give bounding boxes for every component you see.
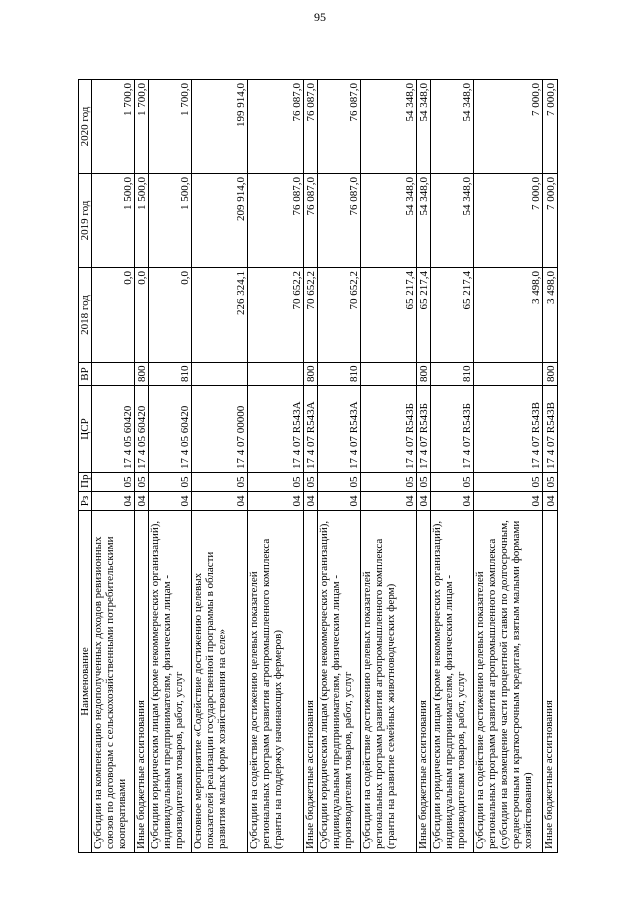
- row-pr: 05: [149, 473, 192, 492]
- row-2018: 70 652,2: [303, 268, 318, 363]
- row-rz: 04: [543, 492, 558, 511]
- row-rz: 04: [303, 492, 318, 511]
- table-row: [543, 80, 558, 853]
- row-vr: [473, 363, 542, 386]
- row-name: Субсидии на компенсацию недополученных доходов ревизионных союзов по договорам с сельскохозяйственными потребительскими кооперативами: [92, 511, 135, 853]
- row-2020: 76 087,0: [303, 80, 318, 174]
- row-csr: 17 4 07 00000: [191, 386, 247, 473]
- row-pr: 05: [92, 473, 135, 492]
- row-2018: 0,0: [92, 268, 135, 363]
- row-pr: 05: [318, 473, 361, 492]
- row-2020: 54 348,0: [431, 80, 474, 174]
- row-2020: 76 087,0: [318, 80, 361, 174]
- row-vr: [360, 363, 416, 386]
- row-csr: 17 4 05 60420: [92, 386, 135, 473]
- row-csr: 17 4 07 R543Б: [416, 386, 431, 473]
- table-row: [191, 80, 247, 853]
- row-2019: 1 500,0: [92, 174, 135, 268]
- row-name: Иные бюджетные ассигнования: [303, 511, 318, 853]
- row-pr: 05: [416, 473, 431, 492]
- row-2018: 65 217,4: [416, 268, 431, 363]
- budget-table: [78, 79, 558, 853]
- row-2018: 3 498,0: [473, 268, 542, 363]
- rotated-page: [78, 80, 558, 853]
- row-2020: 54 348,0: [360, 80, 416, 174]
- row-rz: 04: [149, 492, 192, 511]
- row-2019: 7 000,0: [543, 174, 558, 268]
- row-rz: 04: [318, 492, 361, 511]
- rotated-table-container: [78, 80, 558, 853]
- row-2018: 226 324,1: [191, 268, 247, 363]
- row-rz: 04: [431, 492, 474, 511]
- row-vr: 800: [416, 363, 431, 386]
- row-pr: 05: [134, 473, 149, 492]
- row-name: Субсидии юридическим лицам (кроме некоммерческих организаций), индивидуальным предпринимателям, физическим лицам - производителям товаров, работ, услуг: [149, 511, 192, 853]
- table-header-row: [79, 80, 92, 853]
- row-csr: 17 4 05 60420: [134, 386, 149, 473]
- row-rz: 04: [134, 492, 149, 511]
- row-2018: 65 217,4: [360, 268, 416, 363]
- table-row: [149, 80, 192, 853]
- table-row: [134, 80, 149, 853]
- row-csr: 17 4 07 R543Б: [360, 386, 416, 473]
- row-vr: [247, 363, 303, 386]
- row-2020: 1 700,0: [134, 80, 149, 174]
- table-row: [473, 80, 542, 853]
- header-rz: Рз: [79, 492, 92, 511]
- page-number: 95: [314, 10, 326, 24]
- row-pr: 05: [303, 473, 318, 492]
- row-csr: 17 4 05 60420: [149, 386, 192, 473]
- row-pr: 05: [191, 473, 247, 492]
- row-rz: 04: [360, 492, 416, 511]
- row-pr: 05: [543, 473, 558, 492]
- table-row: [360, 80, 416, 853]
- row-vr: 800: [134, 363, 149, 386]
- row-2020: 199 914,0: [191, 80, 247, 174]
- row-2018: 70 652,2: [318, 268, 361, 363]
- row-csr: 17 4 07 R543А: [303, 386, 318, 473]
- row-rz: 04: [191, 492, 247, 511]
- row-csr: 17 4 07 R543А: [247, 386, 303, 473]
- row-2018: 0,0: [134, 268, 149, 363]
- row-pr: 05: [473, 473, 542, 492]
- row-2020: 76 087,0: [247, 80, 303, 174]
- row-2020: 7 000,0: [473, 80, 542, 174]
- row-2020: 7 000,0: [543, 80, 558, 174]
- row-2020: 54 348,0: [416, 80, 431, 174]
- row-2019: 76 087,0: [303, 174, 318, 268]
- row-rz: 04: [92, 492, 135, 511]
- row-csr: 17 4 07 R543Б: [431, 386, 474, 473]
- row-name: Основное мероприятие «Содействие достижению целевых показателей реализации государственной программы в области развития малых форм хозяйствования на селе»: [191, 511, 247, 853]
- row-name: Субсидии на содействие достижению целевых показателей региональных программ развития агропромышленного комплекса (гранты на развитие семейных животноводческих ферм): [360, 511, 416, 853]
- table-row: [303, 80, 318, 853]
- row-2019: 54 348,0: [416, 174, 431, 268]
- row-vr: 800: [303, 363, 318, 386]
- row-csr: 17 4 07 R543В: [473, 386, 542, 473]
- header-2018: 2018 год: [79, 268, 92, 363]
- header-vr: ВР: [79, 363, 92, 386]
- row-2019: 54 348,0: [431, 174, 474, 268]
- row-rz: 04: [416, 492, 431, 511]
- row-name: Субсидии юридическим лицам (кроме некоммерческих организаций), индивидуальным предпринимателям, физическим лицам - производителям товаров, работ, услуг: [318, 511, 361, 853]
- table-row: [431, 80, 474, 853]
- row-vr: 810: [149, 363, 192, 386]
- row-2019: 7 000,0: [473, 174, 542, 268]
- row-2018: 3 498,0: [543, 268, 558, 363]
- row-vr: [191, 363, 247, 386]
- row-rz: 04: [247, 492, 303, 511]
- row-2020: 1 700,0: [92, 80, 135, 174]
- header-pr: Пр: [79, 473, 92, 492]
- row-name: Иные бюджетные ассигнования: [134, 511, 149, 853]
- header-2020: 2020 год: [79, 80, 92, 174]
- table-row: [318, 80, 361, 853]
- row-pr: 05: [247, 473, 303, 492]
- row-name: Субсидии на содействие достижению целевых показателей региональных программ развития агропромышленного комплекса (гранты на поддержку начинающих фермеров): [247, 511, 303, 853]
- table-row: [416, 80, 431, 853]
- row-2019: 209 914,0: [191, 174, 247, 268]
- header-2019: 2019 год: [79, 174, 92, 268]
- row-2019: 1 500,0: [149, 174, 192, 268]
- header-csr: ЦСР: [79, 386, 92, 473]
- row-vr: 800: [543, 363, 558, 386]
- row-pr: 05: [431, 473, 474, 492]
- row-rz: 04: [473, 492, 542, 511]
- row-2019: 1 500,0: [134, 174, 149, 268]
- row-csr: 17 4 07 R543А: [318, 386, 361, 473]
- row-2018: 0,0: [149, 268, 192, 363]
- row-name: Субсидии на содействие достижению целевых показателей региональных программ развития агропромышленного комплекса (субсидии на возмещение части процентной ставки по долгосрочным, среднесрочным и краткосрочным кредитам, взятым малыми формами хозяйствования): [473, 511, 542, 853]
- row-2018: 65 217,4: [431, 268, 474, 363]
- row-name: Иные бюджетные ассигнования: [543, 511, 558, 853]
- row-2019: 76 087,0: [318, 174, 361, 268]
- header-name: Наименование: [79, 511, 92, 853]
- row-2020: 1 700,0: [149, 80, 192, 174]
- table-row: [247, 80, 303, 853]
- row-vr: 810: [318, 363, 361, 386]
- row-pr: 05: [360, 473, 416, 492]
- row-name: Субсидии юридическим лицам (кроме некоммерческих организаций), индивидуальным предпринимателям, физическим лицам - производителям товаров, работ, услуг: [431, 511, 474, 853]
- row-2019: 54 348,0: [360, 174, 416, 268]
- row-vr: 810: [431, 363, 474, 386]
- row-csr: 17 4 07 R543В: [543, 386, 558, 473]
- table-row: [92, 80, 135, 853]
- row-name: Иные бюджетные ассигнования: [416, 511, 431, 853]
- row-2018: 70 652,2: [247, 268, 303, 363]
- row-2019: 76 087,0: [247, 174, 303, 268]
- row-vr: [92, 363, 135, 386]
